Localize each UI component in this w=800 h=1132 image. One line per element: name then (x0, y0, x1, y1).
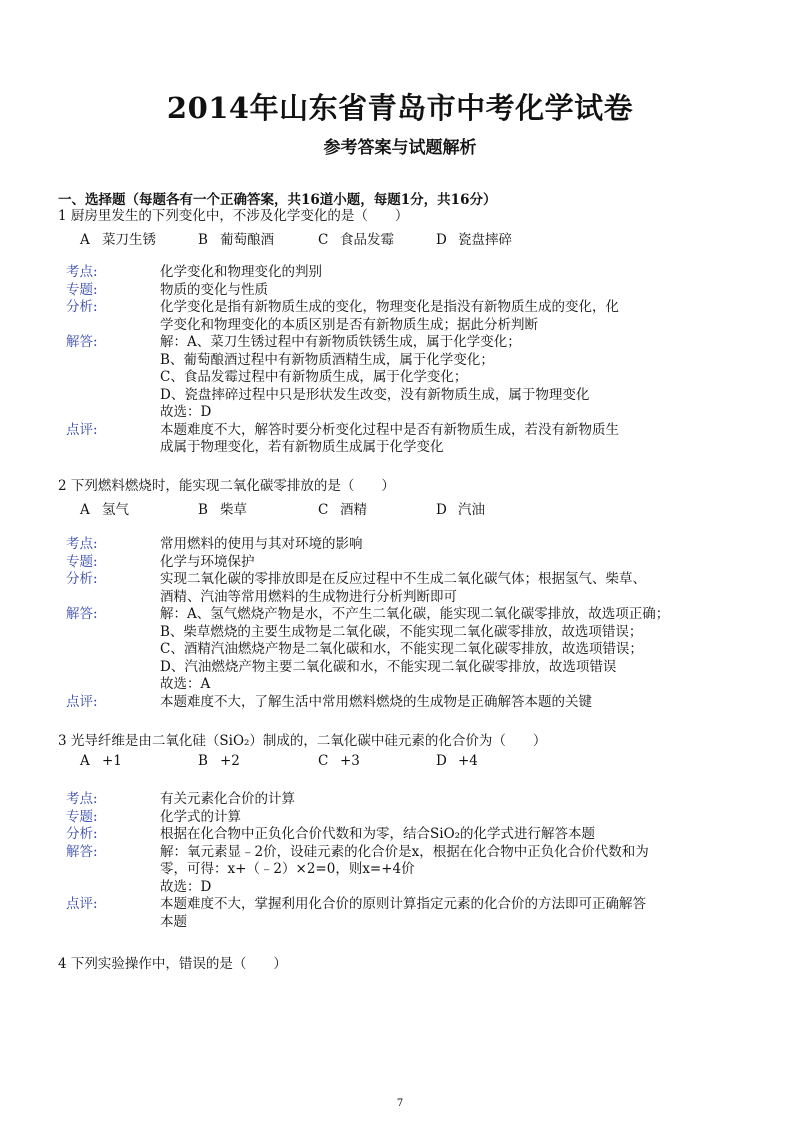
zhuanti-text: 物质的变化与性质 (160, 281, 268, 298)
dianping-line: 本题难度不大，解答时要分析变化过程中是否有新物质生成，若没有新物质生 (160, 421, 619, 438)
option-a: A +1 (80, 753, 122, 769)
fenxi-row (66, 826, 686, 844)
kaodian-row (66, 791, 686, 809)
dianping-row (66, 896, 686, 931)
dianping-label: 点评: (66, 421, 98, 438)
fenxi-line: 酒精、汽油等常用燃料的生成物进行分析判断即可 (160, 588, 457, 605)
question-3-analysis (66, 791, 686, 931)
option-d: D +4 (436, 753, 478, 769)
dianping-row (66, 694, 686, 712)
zhuanti-label: 专题: (66, 553, 98, 570)
fenxi-line: 学变化和物理变化的本质区别是否有新物质生成；据此分析判断 (160, 316, 538, 333)
jieda-line: 解：氧元素显﹣2价，设硅元素的化合价是x，根据在化合物中正负化合价代数和为 (160, 843, 649, 860)
fenxi-label: 分析: (66, 571, 98, 587)
jieda-line: C、酒精汽油燃烧产物是二氧化碳和水，不能实现二氧化碳零排放，故选项错误； (160, 641, 643, 657)
question-3-stem: 3 光导纤维是由二氧化硅（SiO₂）制成的，二氧化碳中硅元素的化合价为（ ） (58, 733, 547, 749)
zhuanti-text: 化学与环境保护 (160, 553, 255, 570)
fenxi-line: 化学变化是指有新物质生成的变化，物理变化是指没有新物质生成的变化，化 (160, 299, 619, 315)
fenxi-row (66, 571, 686, 606)
jieda-line: D、瓷盘摔碎过程中只是形状发生改变，没有新物质生成，属于物理变化 (160, 386, 590, 403)
question-2-analysis (66, 536, 686, 711)
zhuanti-label: 专题: (66, 281, 98, 298)
kaodian-label: 考点: (66, 791, 98, 807)
option-c: C 食品发霉 (318, 232, 394, 248)
kaodian-row (66, 264, 686, 282)
dianping-row (66, 422, 686, 457)
jieda-label: 解答: (66, 606, 98, 622)
section-heading: 一、选择题（每题各有一个正确答案，共16道小题，每题1分，共16分） (58, 192, 497, 208)
kaodian-text: 化学变化和物理变化的判别 (160, 264, 322, 280)
jieda-line: 零，可得：x+（﹣2）×2=0，则x=+4价 (160, 861, 415, 877)
jieda-line: 解：A、氢气燃烧产物是水，不产生二氧化碳，能实现二氧化碳零排放，故选项正确； (160, 606, 670, 622)
zhuanti-row (66, 554, 686, 572)
zhuanti-label: 专题: (66, 808, 98, 825)
jieda-line: 故选：D (160, 878, 212, 895)
option-a: A 菜刀生锈 (80, 232, 156, 248)
dianping-label: 点评: (66, 693, 98, 710)
dianping-line: 本题 (160, 913, 187, 930)
option-d: D 瓷盘摔碎 (436, 232, 512, 248)
jieda-line: 解：A、菜刀生锈过程中有新物质铁锈生成，属于化学变化； (160, 334, 521, 350)
kaodian-label: 考点: (66, 536, 98, 552)
option-d: D 汽油 (436, 502, 485, 518)
fenxi-label: 分析: (66, 299, 98, 315)
question-4-stem: 4 下列实验操作中，错误的是（ ） (58, 956, 287, 972)
fenxi-line: 根据在化合物中正负化合价代数和为零，结合SiO₂的化学式进行解答本题 (160, 826, 596, 842)
fenxi-line: 实现二氧化碳的零排放即是在反应过程中不生成二氧化碳气体；根据氢气、柴草、 (160, 571, 646, 587)
page-title: 2014年山东省青岛市中考化学试卷 (166, 91, 634, 125)
dianping-label: 点评: (66, 896, 98, 912)
option-c: C 酒精 (318, 502, 367, 518)
zhuanti-text: 化学式的计算 (160, 808, 241, 825)
kaodian-text: 常用燃料的使用与其对环境的影响 (160, 536, 363, 552)
fenxi-row (66, 299, 686, 334)
jieda-row (66, 844, 686, 897)
dianping-line: 本题难度不大，掌握利用化合价的原则计算指定元素的化合价的方法即可正确解答 (160, 896, 646, 912)
jieda-line: 故选：A (160, 676, 211, 692)
fenxi-label: 分析: (66, 826, 98, 842)
jieda-row (66, 334, 686, 422)
jieda-label: 解答: (66, 843, 98, 860)
option-a: A 氢气 (80, 502, 129, 518)
kaodian-label: 考点: (66, 264, 98, 280)
jieda-line: C、食品发霉过程中有新物质生成，属于化学变化； (160, 369, 468, 385)
option-b: B 柴草 (198, 502, 247, 518)
jieda-line: 故选：D (160, 404, 212, 420)
jieda-line: D、汽油燃烧产物主要二氧化碳和水，不能实现二氧化碳零排放，故选项错误 (160, 658, 617, 675)
jieda-line: B、柴草燃烧的主要生成物是二氧化碳，不能实现二氧化碳零排放，故选项错误； (160, 623, 643, 640)
option-b: B 葡萄酿酒 (198, 232, 274, 248)
jieda-label: 解答: (66, 334, 98, 350)
page-subtitle: 参考答案与试题解析 (323, 138, 477, 158)
question-1-analysis (66, 264, 686, 457)
dianping-line: 成属于物理变化，若有新物质生成属于化学变化 (160, 439, 444, 455)
option-c: C +3 (318, 753, 360, 769)
page-number: 7 (396, 1098, 404, 1109)
question-1-stem: 1 厨房里发生的下列变化中，不涉及化学变化的是（ ） (58, 208, 409, 224)
zhuanti-row (66, 282, 686, 300)
kaodian-row (66, 536, 686, 554)
jieda-row (66, 606, 686, 694)
question-2-stem: 2 下列燃料燃烧时，能实现二氧化碳零排放的是（ ） (58, 478, 395, 494)
kaodian-text: 有关元素化合价的计算 (160, 791, 295, 807)
dianping-line: 本题难度不大，了解生活中常用燃料燃烧的生成物是正确解答本题的关键 (160, 693, 592, 710)
zhuanti-row (66, 809, 686, 827)
option-b: B +2 (198, 753, 240, 769)
jieda-line: B、葡萄酿酒过程中有新物质酒精生成，属于化学变化； (160, 351, 494, 368)
